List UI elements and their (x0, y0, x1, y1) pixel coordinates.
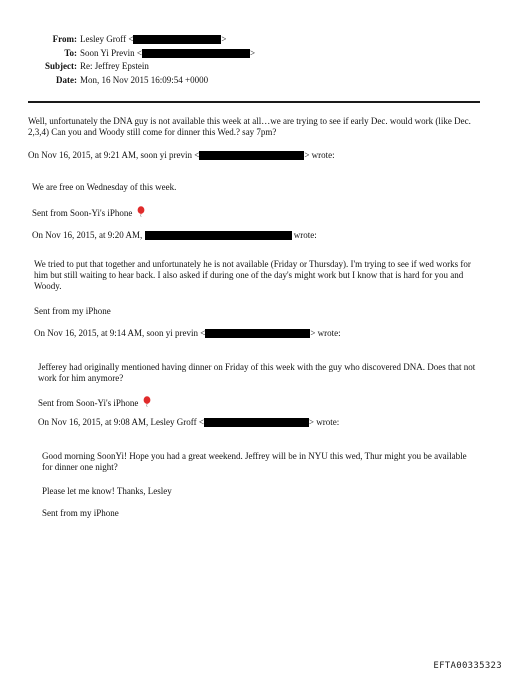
bates-number: EFTA00335323 (433, 661, 502, 671)
to-name: Soon Yi Previn < (80, 47, 142, 58)
header-divider (28, 101, 480, 103)
quote-prefix: On Nov 16, 2015, at 9:08 AM, Lesley Groff < (38, 417, 204, 427)
close-bracket: > (250, 47, 256, 58)
red-balloon-icon (143, 396, 151, 407)
signature-text: Sent from Soon-Yi's iPhone (38, 398, 139, 408)
message-body-1: Well, unfortunately the DNA guy is not available this week at all…we are trying to see if early Dec. would work (like Dec. 2,3,4) Can you and Woody still come for dinner this Wed.? say 7pm? (28, 116, 471, 137)
message-body-5: Good morning SoonYi! Hope you had a great weekend. Jeffrey will be in NYU this wed, Thur might you be available for dinner one night? (42, 451, 467, 472)
message-body-3: We tried to put that together and unfortunately he is not available (Friday or Thursday). I'm trying to see if wed works for him but still waiting to hear back. I also asked if during one of the day's might work but I know that is hard for you and Woody. (34, 259, 471, 291)
quote-prefix: On Nov 16, 2015, at 9:20 AM, (32, 230, 143, 240)
from-label: From: (52, 34, 77, 44)
date-label: Date: (56, 74, 77, 85)
quote-line-4 (38, 417, 339, 428)
redaction-bar (205, 329, 310, 338)
message-body-5-closing: Please let me know! Thanks, Lesley (42, 486, 172, 496)
red-balloon-icon (137, 206, 145, 217)
signature-text: Sent from Soon-Yi's iPhone (32, 208, 133, 218)
signature-3: Sent from my iPhone (34, 306, 111, 316)
redaction-bar (142, 49, 250, 58)
quote-suffix: wrote: (293, 230, 317, 240)
from-name: Lesley Groff < (80, 34, 134, 44)
to-row (44, 47, 255, 61)
from-row (44, 33, 255, 47)
quote-line-2 (32, 230, 317, 241)
quote-suffix: > wrote: (310, 328, 341, 338)
message-body-2: We are free on Wednesday of this week. (32, 182, 177, 192)
quote-prefix: On Nov 16, 2015, at 9:21 AM, soon yi previn < (28, 150, 200, 160)
subject-label: Subject: (45, 61, 77, 71)
email-header (44, 33, 255, 87)
to-label: To: (64, 47, 77, 58)
signature-2 (32, 206, 145, 219)
subject-value: Re: Jeffrey Epstein (80, 61, 149, 71)
date-value: Mon, 16 Nov 2015 16:09:54 +0000 (80, 74, 209, 85)
message-body-4: Jefferey had originally mentioned having dinner on Friday of this week with the guy who discovered DNA. Does that not work for him anymore? (38, 362, 476, 383)
quote-prefix: On Nov 16, 2015, at 9:14 AM, soon yi previn < (34, 328, 206, 338)
date-row (44, 74, 255, 88)
signature-4 (38, 396, 151, 409)
redaction-bar (204, 418, 309, 427)
quote-line-3 (34, 328, 341, 339)
quote-suffix: > wrote: (308, 417, 340, 427)
subject-row (44, 60, 255, 74)
quote-suffix: > wrote: (304, 150, 335, 160)
redaction-bar (133, 35, 221, 44)
close-bracket: > (221, 34, 227, 44)
signature-5: Sent from my iPhone (42, 508, 119, 518)
redaction-bar (145, 231, 292, 240)
redaction-bar (199, 151, 304, 160)
quote-line-1 (28, 150, 335, 161)
